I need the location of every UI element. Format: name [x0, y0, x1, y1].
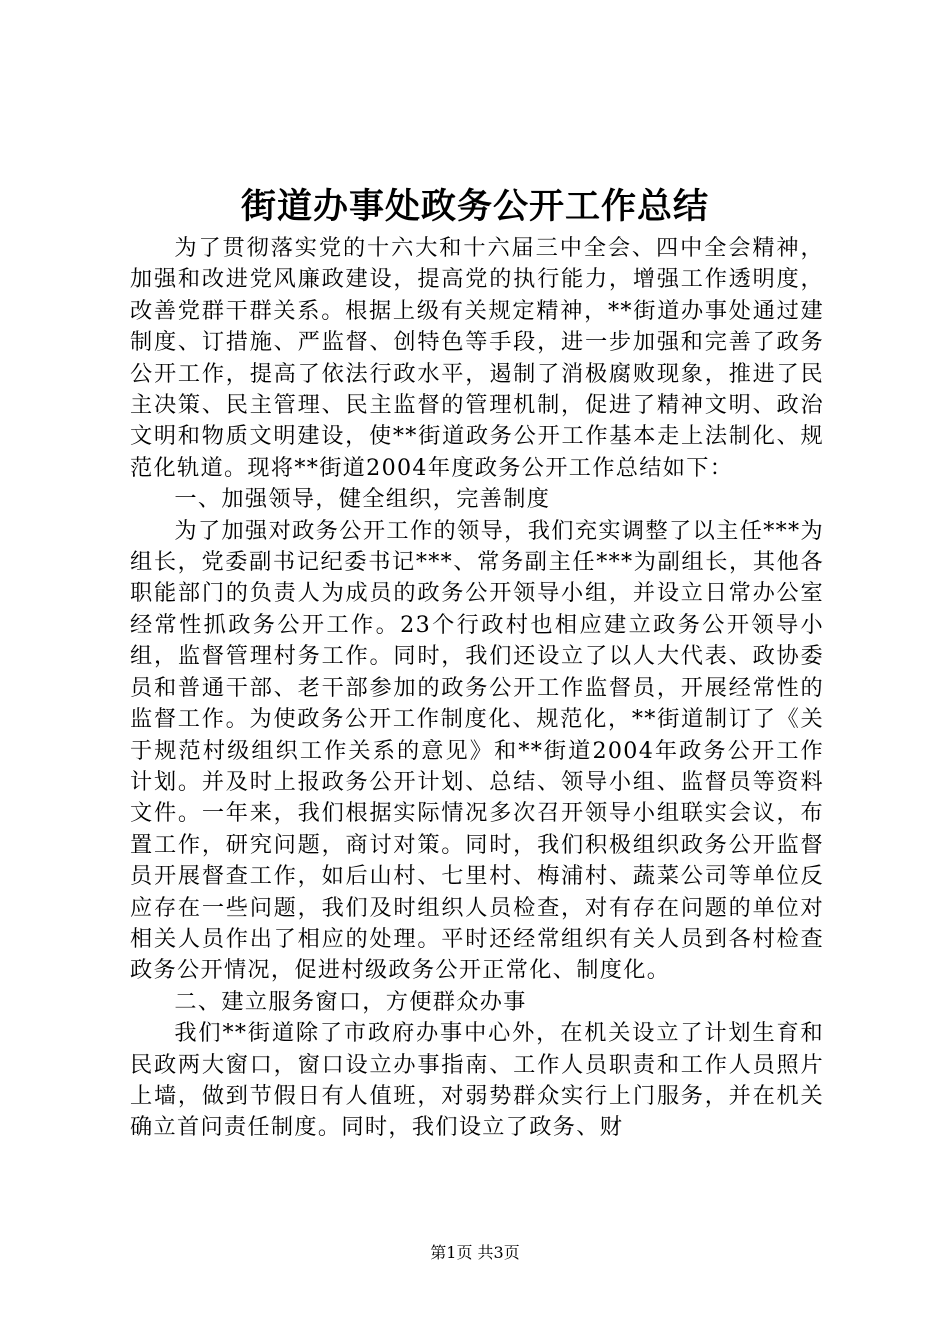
section-heading-1: 一、加强领导，健全组织，完善制度 — [174, 486, 551, 513]
document-title: 街道办事处政务公开工作总结 — [240, 186, 709, 227]
paragraph-intro: 为了贯彻落实党的十六大和十六届三中全会、四中全会精神，加强和改进党风廉政建设，提高党的执行能力，增强工作透明度，改善党群干群关系。根据上级有关规定精神，**街道办事处通过建制度、订措施、严监督、创特色等手段，进一步加强和完善了政务公开工作，提高了依法行政水平，遏制了消极腐败现象，推进了民主决策、民主管理、民主监督的管理机制，促进了精神文明、政治文明和物质文明建设，使**街道政务公开工作基本走上法制化、规范化轨道。现将**街道2004年度政务公开工作总结如下： — [130, 235, 824, 481]
paragraph-section-1: 为了加强对政务公开工作的领导，我们充实调整了以主任***为组长，党委副书记纪委书记***、常务副主任***为副组长，其他各职能部门的负责人为成员的政务公开领导小组，并设立日常办公室经常性抓政务公开工作。23个行政村也相应建立政务公开领导小组，监督管理村务工作。同时，我们还设立了以人大代表、政协委员和普通干部、老干部参加的政务公开工作监督员，开展经常性的监督工作。为使政务公开工作制度化、规范化，**街道制订了《关于规范村级组织工作关系的意见》和**街道2004年政务公开工作计划。并及时上报政务公开计划、总结、领导小组、监督员等资料文件。一年来，我们根据实际情况多次召开领导小组联实会议，布置工作，研究问题，商讨对策。同时，我们积极组织政务公开监督员开展督查工作，如后山村、七里村、梅浦村、蔬菜公司等单位反应存在一些问题，我们及时组织人员检查，对有存在问题的单位对相关人员作出了相应的处理。平时还经常组织有关人员到各村检查政务公开情况，促进村级政务公开正常化、制度化。 — [130, 517, 824, 984]
section-heading-2: 二、建立服务窗口，方便群众办事 — [174, 988, 527, 1015]
paragraph-section-2: 我们**街道除了市政府办事中心外，在机关设立了计划生育和民政两大窗口，窗口设立办事指南、工作人员职责和工作人员照片上墙，做到节假日有人值班，对弱势群众实行上门服务，并在机关确立首问责任制度。同时，我们设立了政务、财 — [130, 1020, 824, 1141]
document-body — [130, 233, 824, 1144]
page-footer: 第1页 共3页 — [430, 1243, 520, 1262]
